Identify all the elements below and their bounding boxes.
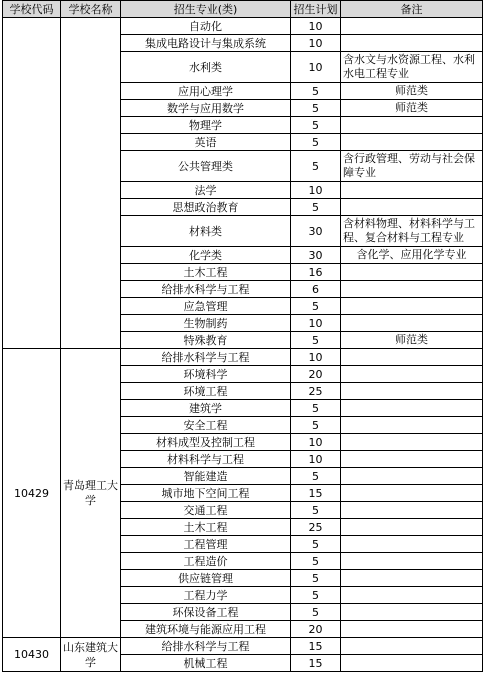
major-cell: 安全工程 <box>121 417 291 434</box>
plan-cell: 5 <box>291 417 341 434</box>
table-body <box>3 18 483 672</box>
note-cell <box>341 587 483 604</box>
note-cell <box>341 281 483 298</box>
plan-cell: 5 <box>291 553 341 570</box>
header-plan: 招生计划 <box>291 1 341 18</box>
table-row <box>3 349 483 366</box>
major-cell: 土木工程 <box>121 264 291 281</box>
plan-cell: 30 <box>291 247 341 264</box>
header-note: 备注 <box>341 1 483 18</box>
plan-cell: 5 <box>291 117 341 134</box>
note-cell <box>341 366 483 383</box>
plan-cell: 5 <box>291 100 341 117</box>
plan-cell: 20 <box>291 366 341 383</box>
plan-cell: 5 <box>291 332 341 349</box>
plan-cell: 5 <box>291 502 341 519</box>
note-cell: 含水文与水资源工程、水利水电工程专业 <box>341 52 483 83</box>
note-cell <box>341 298 483 315</box>
major-cell: 工程管理 <box>121 536 291 553</box>
plan-cell: 5 <box>291 199 341 216</box>
note-cell <box>341 655 483 672</box>
major-cell: 材料成型及控制工程 <box>121 434 291 451</box>
major-cell: 集成电路设计与集成系统 <box>121 35 291 52</box>
note-cell: 含行政管理、劳动与社会保障专业 <box>341 151 483 182</box>
plan-cell: 15 <box>291 655 341 672</box>
plan-cell: 10 <box>291 52 341 83</box>
plan-cell: 16 <box>291 264 341 281</box>
header-major: 招生专业(类) <box>121 1 291 18</box>
note-cell <box>341 451 483 468</box>
plan-cell: 5 <box>291 570 341 587</box>
note-cell <box>341 182 483 199</box>
note-cell <box>341 468 483 485</box>
major-cell: 交通工程 <box>121 502 291 519</box>
note-cell <box>341 502 483 519</box>
major-cell: 生物制药 <box>121 315 291 332</box>
plan-cell: 5 <box>291 468 341 485</box>
note-cell <box>341 604 483 621</box>
major-cell: 智能建造 <box>121 468 291 485</box>
major-cell: 工程造价 <box>121 553 291 570</box>
major-cell: 建筑环境与能源应用工程 <box>121 621 291 638</box>
major-cell: 物理学 <box>121 117 291 134</box>
plan-cell: 25 <box>291 383 341 400</box>
note-cell <box>341 400 483 417</box>
plan-cell: 30 <box>291 216 341 247</box>
note-cell <box>341 536 483 553</box>
note-cell <box>341 570 483 587</box>
major-cell: 应用心理学 <box>121 83 291 100</box>
note-cell <box>341 315 483 332</box>
note-cell <box>341 485 483 502</box>
note-cell <box>341 349 483 366</box>
major-cell: 化学类 <box>121 247 291 264</box>
plan-cell: 10 <box>291 315 341 332</box>
note-cell: 含化学、应用化学专业 <box>341 247 483 264</box>
plan-cell: 20 <box>291 621 341 638</box>
header-school-name: 学校名称 <box>61 1 121 18</box>
note-cell <box>341 621 483 638</box>
major-cell: 环境工程 <box>121 383 291 400</box>
major-cell: 给排水科学与工程 <box>121 638 291 655</box>
major-cell: 环境科学 <box>121 366 291 383</box>
admission-plan-table <box>2 0 483 672</box>
major-cell: 思想政治教育 <box>121 199 291 216</box>
note-cell <box>341 117 483 134</box>
plan-cell: 6 <box>291 281 341 298</box>
header-row <box>3 1 483 18</box>
note-cell <box>341 417 483 434</box>
plan-cell: 5 <box>291 83 341 100</box>
note-cell <box>341 199 483 216</box>
plan-cell: 25 <box>291 519 341 536</box>
note-cell <box>341 553 483 570</box>
plan-cell: 10 <box>291 35 341 52</box>
plan-cell: 5 <box>291 151 341 182</box>
major-cell: 材料科学与工程 <box>121 451 291 468</box>
major-cell: 水利类 <box>121 52 291 83</box>
note-cell: 师范类 <box>341 332 483 349</box>
major-cell: 供应链管理 <box>121 570 291 587</box>
major-cell: 法学 <box>121 182 291 199</box>
plan-cell: 5 <box>291 604 341 621</box>
school-code-cell: 10430 <box>3 638 61 672</box>
school-name-cell: 山东建筑大学 <box>61 638 121 672</box>
major-cell: 城市地下空间工程 <box>121 485 291 502</box>
major-cell: 土木工程 <box>121 519 291 536</box>
plan-cell: 15 <box>291 485 341 502</box>
plan-cell: 10 <box>291 18 341 35</box>
major-cell: 自动化 <box>121 18 291 35</box>
major-cell: 材料类 <box>121 216 291 247</box>
note-cell <box>341 134 483 151</box>
plan-cell: 5 <box>291 536 341 553</box>
note-cell <box>341 434 483 451</box>
note-cell: 师范类 <box>341 83 483 100</box>
note-cell <box>341 264 483 281</box>
note-cell <box>341 638 483 655</box>
plan-cell: 5 <box>291 400 341 417</box>
header-school-code: 学校代码 <box>3 1 61 18</box>
major-cell: 数学与应用数学 <box>121 100 291 117</box>
table-row <box>3 638 483 655</box>
major-cell: 英语 <box>121 134 291 151</box>
major-cell: 给排水科学与工程 <box>121 281 291 298</box>
note-cell: 含材料物理、材料科学与工程、复合材料与工程专业 <box>341 216 483 247</box>
note-cell <box>341 18 483 35</box>
plan-cell: 10 <box>291 451 341 468</box>
major-cell: 环保设备工程 <box>121 604 291 621</box>
school-code-cell: 10429 <box>3 349 61 638</box>
plan-cell: 5 <box>291 587 341 604</box>
note-cell <box>341 519 483 536</box>
plan-cell: 15 <box>291 638 341 655</box>
table-row <box>3 18 483 35</box>
plan-cell: 10 <box>291 434 341 451</box>
note-cell: 师范类 <box>341 100 483 117</box>
school-code-cell <box>3 18 61 349</box>
school-name-cell: 青岛理工大学 <box>61 349 121 638</box>
major-cell: 机械工程 <box>121 655 291 672</box>
major-cell: 工程力学 <box>121 587 291 604</box>
major-cell: 给排水科学与工程 <box>121 349 291 366</box>
note-cell <box>341 383 483 400</box>
major-cell: 建筑学 <box>121 400 291 417</box>
major-cell: 公共管理类 <box>121 151 291 182</box>
major-cell: 应急管理 <box>121 298 291 315</box>
note-cell <box>341 35 483 52</box>
plan-cell: 10 <box>291 182 341 199</box>
school-name-cell <box>61 18 121 349</box>
major-cell: 特殊教育 <box>121 332 291 349</box>
plan-cell: 10 <box>291 349 341 366</box>
plan-cell: 5 <box>291 298 341 315</box>
plan-cell: 5 <box>291 134 341 151</box>
